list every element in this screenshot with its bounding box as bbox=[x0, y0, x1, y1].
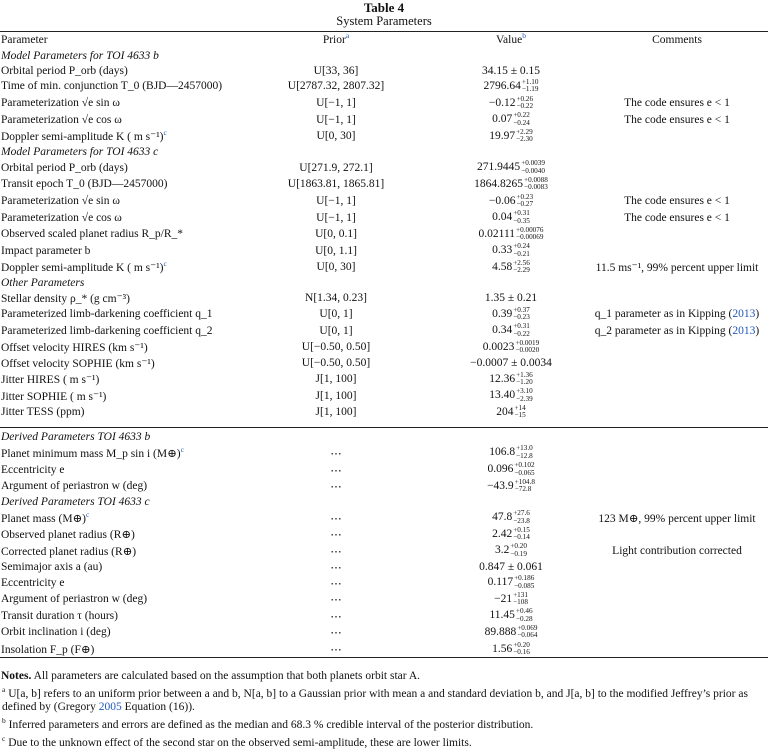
parameter-cell: Parameterization √e cos ω bbox=[1, 113, 122, 126]
table-row bbox=[0, 356, 768, 371]
parameter-cell: Stellar density ρ_* (g cm⁻³) bbox=[1, 293, 130, 306]
table-row bbox=[0, 323, 768, 340]
value-cell: −21 +131 −108 bbox=[494, 590, 528, 607]
uncertainty: +14 −15 bbox=[514, 403, 526, 420]
value-cell: 204 +14 −15 bbox=[496, 403, 526, 420]
comment-cell bbox=[586, 608, 768, 625]
value-cell: 47.8 +27.6 −23.8 bbox=[492, 509, 530, 525]
prior-cell: ⋯ bbox=[330, 594, 342, 607]
value-cell: −0.0007 ± 0.0034 bbox=[470, 357, 552, 370]
table-row bbox=[0, 209, 768, 226]
parameter-cell: Parameterization √e sin ω bbox=[1, 97, 120, 110]
prior-cell: J[1, 100] bbox=[315, 389, 357, 402]
table-row bbox=[0, 559, 768, 574]
comment-cell bbox=[586, 559, 768, 574]
divider bbox=[0, 427, 768, 428]
prior-cell: ⋯ bbox=[330, 610, 342, 623]
parameter-cell: Transit epoch T_0 (BJD—2457000) bbox=[1, 178, 168, 191]
parameter-cell: Parameterization √e cos ω bbox=[1, 211, 122, 224]
prior-cell: U[0, 0.1] bbox=[315, 228, 357, 241]
comment-cell bbox=[586, 387, 768, 404]
value-cell: 1864.8265 +0.0088 −0.0083 bbox=[474, 175, 548, 192]
table-row bbox=[0, 243, 768, 260]
value-cell: 2.42 +0.15 −0.14 bbox=[492, 525, 530, 542]
prior-cell: ⋯ bbox=[330, 529, 342, 542]
parameter-cell: Offset velocity HIRES (km s⁻¹) bbox=[1, 342, 148, 355]
header-parameter: Parameter bbox=[1, 34, 48, 46]
parameter-cell: Parameterization √e sin ω bbox=[1, 195, 120, 208]
value-cell: 1.35 ± 0.21 bbox=[484, 292, 538, 305]
header-prior: Prior$^a$ bbox=[322, 31, 350, 46]
footnote-c-link[interactable]: c bbox=[163, 259, 167, 269]
table-body bbox=[0, 48, 768, 657]
value-cell: 0.39 +0.37 −0.23 bbox=[492, 305, 530, 322]
uncertainty: +0.15 −0.14 bbox=[513, 525, 530, 542]
parameter-cell: Parameterized limb-darkening coefficient q_1 bbox=[1, 308, 213, 321]
uncertainty: +2.29 −2.30 bbox=[516, 127, 533, 144]
parameter-cell: Time of min. conjunction T_0 (BJD—2457000) bbox=[1, 80, 223, 93]
comment-cell bbox=[586, 445, 768, 462]
comment-cell: 123 M⊕, 99% percent upper limit bbox=[598, 512, 756, 525]
prior-cell: ⋯ bbox=[330, 644, 342, 657]
table-row bbox=[0, 574, 768, 591]
prior-cell: U[−1, 1] bbox=[316, 211, 356, 224]
uncertainty: +0.20 −0.19 bbox=[510, 542, 527, 558]
prior-cell: U[2787.32, 2807.32] bbox=[287, 80, 385, 93]
prior-cell: ⋯ bbox=[330, 464, 342, 477]
table-row bbox=[0, 461, 768, 478]
prior-cell: ⋯ bbox=[330, 545, 342, 558]
parameter-cell: Eccentricity e bbox=[1, 463, 65, 476]
table-row bbox=[0, 371, 768, 388]
value-cell: 0.096 +0.102 −0.065 bbox=[487, 461, 535, 477]
table-row bbox=[0, 306, 768, 323]
parameter-cell: Observed scaled planet radius R_p/R_* bbox=[1, 228, 184, 241]
parameter-cell: Impact parameter b bbox=[1, 244, 91, 257]
section-heading-row bbox=[0, 48, 768, 63]
comment-cell bbox=[586, 78, 768, 95]
kipping-2013-link[interactable]: 2013 bbox=[732, 308, 756, 321]
uncertainty: +0.102 −0.065 bbox=[514, 461, 535, 477]
footnote-b-link[interactable]: b bbox=[522, 31, 526, 41]
header-row bbox=[0, 32, 768, 48]
uncertainty: +131 −108 bbox=[513, 590, 528, 607]
prior-cell: U[0, 1.1] bbox=[315, 244, 357, 257]
uncertainty: +13.0 −12.8 bbox=[516, 444, 533, 460]
prior-cell: ⋯ bbox=[330, 561, 342, 574]
prior-cell: U[0, 30] bbox=[316, 261, 356, 274]
prior-cell: U[0, 1] bbox=[319, 308, 353, 321]
table-row bbox=[0, 176, 768, 193]
comment-cell: The code ensures e < 1 bbox=[624, 97, 730, 110]
value-cell: 271.9445 +0.0039 −0.0040 bbox=[477, 159, 545, 175]
table-row bbox=[0, 63, 768, 78]
parameter-cell: Argument of periastron w (deg) bbox=[1, 593, 148, 606]
comment-cell bbox=[586, 160, 768, 177]
parameter-cell: Planet mass (M⊕)$^c$ bbox=[1, 509, 90, 525]
value-cell: 106.8 +13.0 −12.8 bbox=[489, 444, 533, 460]
table-row bbox=[0, 445, 768, 462]
comment-cell bbox=[586, 356, 768, 371]
comment-cell bbox=[586, 63, 768, 78]
uncertainty: +2.56 −2.29 bbox=[513, 258, 530, 275]
value-cell: 4.58 +2.56 −2.29 bbox=[492, 258, 530, 275]
uncertainty: +0.24 −0.21 bbox=[513, 242, 530, 258]
prior-cell: ⋯ bbox=[330, 577, 342, 590]
comment-cell: 11.5 ms⁻¹, 99% percent upper limit bbox=[595, 262, 759, 275]
comment-cell: q_1 parameter as in Kipping (2013) bbox=[594, 308, 760, 321]
comment-cell bbox=[586, 461, 768, 478]
section-heading: Other Parameters bbox=[1, 277, 85, 290]
parameter-cell: Orbit inclination i (deg) bbox=[1, 626, 111, 639]
section-heading-row bbox=[0, 430, 768, 445]
uncertainty: +0.186 −0.085 bbox=[514, 574, 535, 590]
header-comments: Comments bbox=[652, 34, 702, 46]
comment-cell bbox=[586, 291, 768, 306]
kipping-2013-link[interactable]: 2013 bbox=[732, 324, 756, 337]
uncertainty: +0.37 −0.23 bbox=[513, 305, 530, 322]
footnote-b: $^b$ Inferred parameters and errors are defined as the median and 68.3 % credible interval of the posterior distribution. bbox=[2, 716, 534, 732]
table-row bbox=[0, 128, 768, 145]
table-row bbox=[0, 160, 768, 177]
gregory-2005-link[interactable]: 2005 bbox=[98, 701, 122, 714]
uncertainty: +0.00076 −0.00069 bbox=[516, 225, 544, 242]
comment-cell bbox=[586, 641, 768, 658]
value-cell: −43.9 +104.8 −72.8 bbox=[487, 477, 535, 494]
comment-cell bbox=[586, 624, 768, 641]
parameter-cell: Transit duration τ (hours) bbox=[1, 609, 118, 622]
uncertainty: +0.23 −0.27 bbox=[516, 192, 534, 209]
comment-cell bbox=[586, 591, 768, 608]
parameter-cell: Planet minimum mass M_p sin i (M⊕)$^c$ bbox=[1, 445, 184, 460]
value-cell: 2796.64 +1.10 −1.19 bbox=[483, 77, 539, 94]
value-cell: 34.15 ± 0.15 bbox=[481, 64, 541, 77]
value-cell: 13.40 +3.10 −2.39 bbox=[489, 387, 533, 403]
parameter-cell: Doppler semi-amplitude K ( m s⁻¹)$^c$ bbox=[1, 259, 167, 275]
prior-cell: U[0, 30] bbox=[316, 130, 356, 143]
uncertainty: +0.0019 −0.0020 bbox=[515, 338, 540, 355]
table-row bbox=[0, 111, 768, 128]
value-cell: 0.02111 +0.00076 −0.00069 bbox=[478, 225, 544, 242]
parameters-table bbox=[0, 32, 768, 657]
table-row bbox=[0, 226, 768, 243]
footnote-c-link[interactable]: c bbox=[86, 509, 90, 519]
uncertainty: +0.31 −0.22 bbox=[513, 322, 530, 338]
prior-cell: U[33, 36] bbox=[313, 64, 359, 77]
uncertainty: +1.10 −1.19 bbox=[521, 77, 539, 94]
table-row bbox=[0, 509, 768, 526]
value-cell: 0.847 ± 0.061 bbox=[479, 560, 543, 573]
value-cell: 12.36 +1.36 −1.20 bbox=[489, 370, 533, 387]
parameter-cell: Corrected planet radius (R⊕) bbox=[1, 545, 137, 558]
table-number: Table 4 bbox=[363, 0, 405, 15]
table-row bbox=[0, 95, 768, 112]
parameter-cell: Orbital period P_orb (days) bbox=[1, 64, 128, 77]
footnote-c-link[interactable]: c bbox=[180, 445, 184, 455]
value-cell: −0.06 +0.23 −0.27 bbox=[488, 192, 534, 209]
parameter-cell: Doppler semi-amplitude K ( m s⁻¹)$^c$ bbox=[1, 128, 167, 144]
parameter-cell: Argument of periastron w (deg) bbox=[1, 480, 148, 493]
comment-cell bbox=[586, 478, 768, 495]
uncertainty: +1.36 −1.20 bbox=[516, 370, 533, 387]
uncertainty: +0.26 −0.22 bbox=[516, 94, 534, 111]
value-cell: 0.33 +0.24 −0.21 bbox=[492, 242, 530, 258]
uncertainty: +0.20 −0.16 bbox=[513, 640, 530, 657]
value-cell: 0.07 +0.22 −0.24 bbox=[492, 111, 530, 127]
comment-cell bbox=[586, 404, 768, 421]
value-cell: 19.97 +2.29 −2.30 bbox=[489, 127, 533, 144]
section-heading-row bbox=[0, 276, 768, 291]
prior-cell: U[1863.81, 1865.81] bbox=[287, 178, 385, 191]
footnote-a: $^a$ U[a, b] refers to an uniform prior between a and b, N[a, b] to a Gaussian prior with mean a and standard deviation b, and J[a, b] to the modified Jeffrey’s prior as bbox=[2, 685, 748, 701]
uncertainty: +0.46 −0.28 bbox=[515, 607, 533, 623]
section-heading-row bbox=[0, 145, 768, 160]
table-row bbox=[0, 641, 768, 658]
prior-cell: ⋯ bbox=[330, 512, 342, 525]
parameter-cell: Eccentricity e bbox=[1, 576, 65, 589]
comment-cell: q_2 parameter as in Kipping (2013) bbox=[594, 324, 760, 337]
comment-cell bbox=[586, 243, 768, 260]
table-row bbox=[0, 478, 768, 495]
comment-cell: The code ensures e < 1 bbox=[624, 211, 730, 224]
parameter-cell: Jitter HIRES ( m s⁻¹) bbox=[1, 374, 100, 387]
value-cell: 3.2 +0.20 −0.19 bbox=[494, 542, 527, 558]
prior-cell: ⋯ bbox=[330, 627, 342, 640]
comment-cell bbox=[586, 371, 768, 388]
comment-cell: Light contribution corrected bbox=[612, 544, 742, 557]
prior-cell: U[−1, 1] bbox=[316, 113, 356, 126]
comment-cell bbox=[586, 526, 768, 543]
comment-cell: The code ensures e < 1 bbox=[624, 195, 730, 208]
table-row bbox=[0, 387, 768, 404]
value-cell: 11.45 +0.46 −0.28 bbox=[489, 607, 533, 623]
prior-cell: U[−1, 1] bbox=[316, 195, 356, 208]
footnote-c: $^c$ Due to the unknown effect of the second star on the observed semi-amplitude, these are lower limits. bbox=[2, 734, 472, 749]
section-heading: Model Parameters for TOI 4633 b bbox=[1, 49, 159, 62]
footnote-a-link[interactable]: a bbox=[345, 31, 350, 41]
table-row bbox=[0, 78, 768, 95]
table-row bbox=[0, 193, 768, 210]
prior-cell: U[0, 1] bbox=[319, 324, 353, 337]
uncertainty: +0.22 −0.24 bbox=[513, 111, 530, 127]
uncertainty: +104.8 −72.8 bbox=[514, 477, 535, 494]
value-cell: 0.117 +0.186 −0.085 bbox=[487, 574, 535, 590]
prior-cell: ⋯ bbox=[330, 447, 342, 460]
parameter-cell: Orbital period P_orb (days) bbox=[1, 161, 128, 174]
uncertainty: +3.10 −2.39 bbox=[516, 387, 533, 403]
value-cell: 1.56 +0.20 −0.16 bbox=[492, 640, 530, 657]
prior-cell: U[271.9, 272.1] bbox=[299, 161, 373, 174]
parameter-cell: Jitter SOPHIE ( m s⁻¹) bbox=[1, 390, 107, 403]
value-cell: −0.12 +0.26 −0.22 bbox=[488, 94, 534, 111]
uncertainty: +27.6 −23.8 bbox=[513, 509, 530, 525]
prior-cell: J[1, 100] bbox=[315, 373, 357, 386]
prior-cell: J[1, 100] bbox=[315, 406, 357, 419]
comment-cell bbox=[586, 226, 768, 243]
table-row bbox=[0, 624, 768, 641]
parameter-cell: Jitter TESS (ppm) bbox=[1, 406, 85, 419]
uncertainty: +0.0039 −0.0040 bbox=[521, 159, 545, 175]
section-heading-row bbox=[0, 494, 768, 509]
value-cell: 89.888 +0.069 −0.064 bbox=[484, 623, 538, 640]
value-cell: 0.04 +0.31 −0.35 bbox=[492, 209, 530, 225]
table-title: System Parameters bbox=[336, 14, 432, 28]
table-row bbox=[0, 591, 768, 608]
value-cell: 0.34 +0.31 −0.22 bbox=[492, 322, 530, 338]
parameter-cell: Semimajor axis a (au) bbox=[1, 560, 103, 573]
parameter-cell: Offset velocity SOPHIE (km s⁻¹) bbox=[1, 358, 155, 371]
prior-cell: U[−1, 1] bbox=[316, 97, 356, 110]
prior-cell: N[1.34, 0.23] bbox=[305, 292, 367, 305]
table-caption bbox=[0, 0, 768, 28]
section-heading: Derived Parameters TOI 4633 b bbox=[1, 431, 151, 444]
comment-cell bbox=[586, 339, 768, 356]
uncertainty: +0.069 −0.064 bbox=[517, 623, 538, 640]
header-value: Value$^b$ bbox=[496, 31, 526, 46]
uncertainty: +0.0088 −0.0083 bbox=[524, 175, 548, 192]
value-cell: 0.0023 +0.0019 −0.0020 bbox=[482, 338, 540, 355]
table-row bbox=[0, 526, 768, 543]
table-row bbox=[0, 339, 768, 356]
prior-cell: U[−0.50, 0.50] bbox=[301, 341, 371, 354]
prior-cell: U[−0.50, 0.50] bbox=[301, 357, 371, 370]
table-row bbox=[0, 259, 768, 276]
footnote-a-cont: defined by (Gregory 2005 Equation (16)). bbox=[2, 701, 195, 714]
parameter-cell: Insolation F_p (F⊕) bbox=[1, 644, 95, 657]
notes-line: Notes. All parameters are calculated based on the assumption that both planets orbit star A. bbox=[1, 670, 420, 683]
section-rule bbox=[0, 421, 768, 430]
table-row bbox=[0, 608, 768, 625]
parameter-cell: Parameterized limb-darkening coefficient q_2 bbox=[1, 324, 213, 337]
comment-cell bbox=[586, 176, 768, 193]
bottom-rule bbox=[0, 657, 768, 658]
comment-cell bbox=[586, 128, 768, 145]
table-row bbox=[0, 543, 768, 560]
prior-cell: ⋯ bbox=[330, 481, 342, 494]
uncertainty: +0.31 −0.35 bbox=[513, 209, 530, 225]
table-row bbox=[0, 291, 768, 306]
table-notes bbox=[0, 670, 768, 749]
section-heading: Model Parameters for TOI 4633 c bbox=[1, 146, 159, 159]
parameter-cell: Observed planet radius (R⊕) bbox=[1, 529, 135, 542]
section-heading: Derived Parameters TOI 4633 c bbox=[1, 495, 150, 508]
comment-cell: The code ensures e < 1 bbox=[624, 113, 730, 126]
comment-cell bbox=[586, 574, 768, 591]
footnote-c-link[interactable]: c bbox=[163, 128, 167, 138]
table-row bbox=[0, 404, 768, 421]
